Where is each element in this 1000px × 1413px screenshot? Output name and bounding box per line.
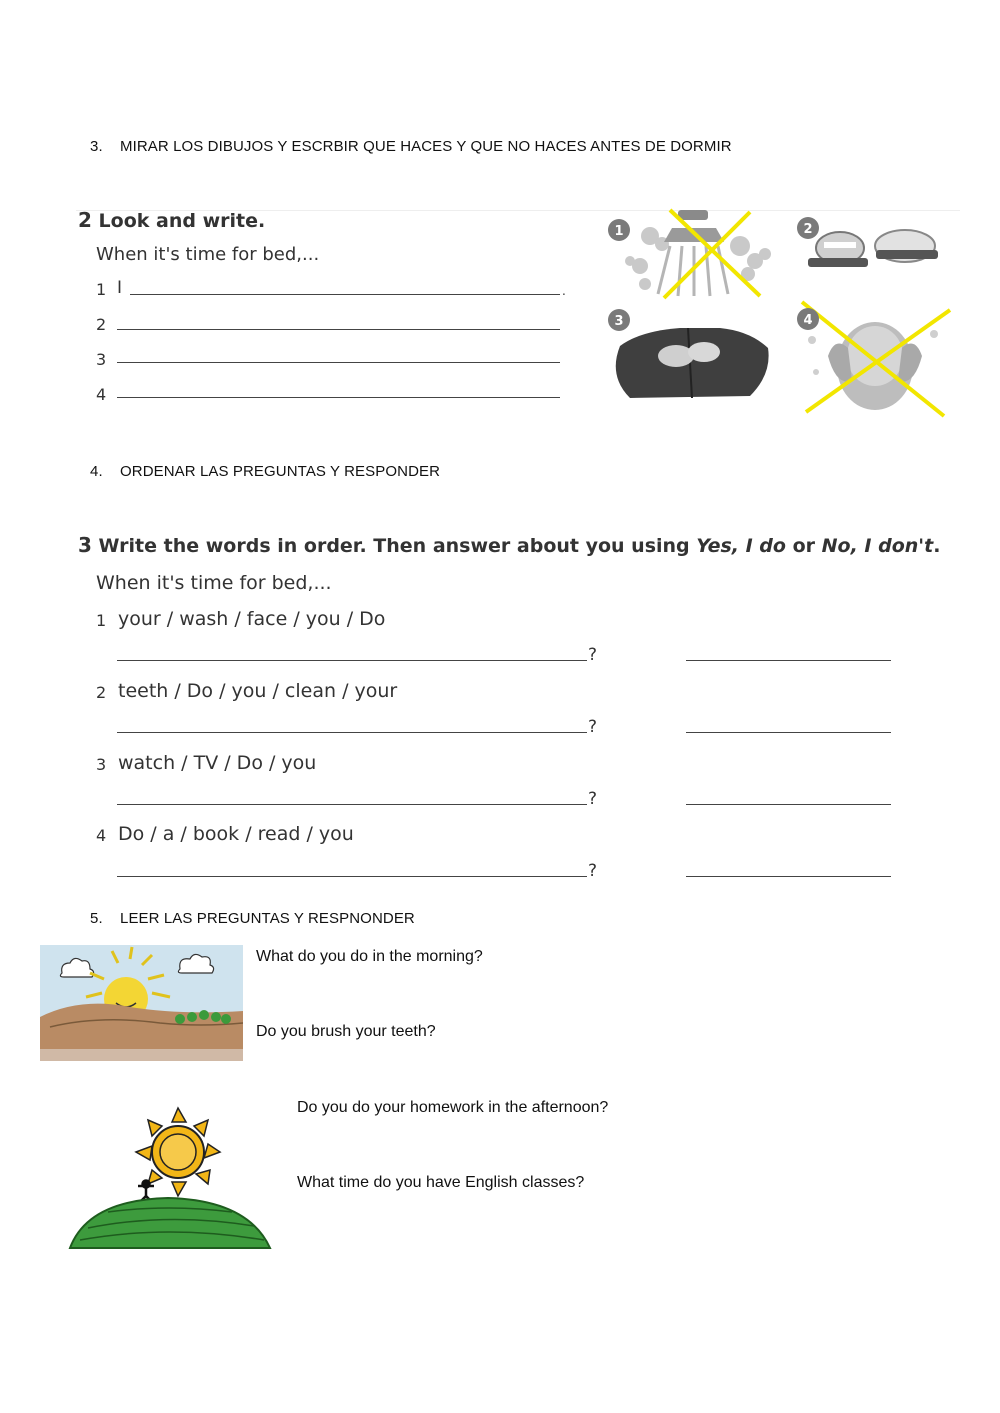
instruction-text: MIRAR LOS DIBUJOS Y ESCRBIR QUE HACES Y QUE NO HACES ANTES DE DORMIR [120,138,732,155]
hill-icon [70,1198,270,1248]
exercise-title-text: Write the words in order. Then answer about you using [98,535,697,557]
row-number: 3 [96,350,107,369]
full-stop: . [562,284,566,298]
scrambled-words: your / wash / face / you / Do [118,608,386,630]
question-mark: ? [588,645,598,665]
scrambled-words: watch / TV / Do / you [118,752,317,774]
question-line-4[interactable] [117,876,587,877]
section-5-instruction [90,910,415,927]
exercise-2-prompt: When it's time for bed,... [96,244,320,265]
row-number: 4 [96,385,107,404]
exercise-title-text: or [785,535,822,557]
scrambled-words: Do / a / book / read / you [118,823,354,845]
question-line-1[interactable] [117,660,587,661]
item-number: 1 [96,611,107,630]
question-mark: ? [588,861,598,881]
question-3: Do you do your homework in the afternoon? [297,1099,609,1116]
answer-line-2[interactable] [117,329,560,330]
instruction-text: ORDENAR LAS PREGUNTAS Y RESPONDER [120,463,441,480]
exercise-3-title [78,533,940,557]
item-number: 4 [96,826,107,845]
row-number: 1 [96,280,107,299]
exercise-number: 2 [78,208,92,232]
answer-start-text: I [117,278,123,298]
morning-drawing [40,945,243,1061]
section-4-instruction [90,463,440,480]
pyjamas-icon [616,328,769,398]
instruction-text: LEER LAS PREGUNTAS Y RESPNONDER [120,910,415,927]
question-line-3[interactable] [117,804,587,805]
question-line-2[interactable] [117,732,587,733]
question-2: Do you brush your teeth? [256,1023,436,1040]
scrambled-words: teeth / Do / you / clean / your [118,680,398,702]
item-number: 2 [96,683,107,702]
row-number: 2 [96,315,107,334]
section-number: 4. [90,463,103,480]
exercise-2-title [78,208,265,232]
answer-line-3[interactable] [117,362,560,363]
exercise-title-text: Look and write. [98,210,266,232]
answer-line-1[interactable] [130,294,560,295]
picture-number: 1 [614,224,624,239]
question-4: What time do you have English classes? [297,1174,585,1191]
item-number: 3 [96,755,107,774]
exercise-title-italic: No, I don't [821,535,934,557]
answer-line-2[interactable] [686,732,891,733]
exercise-number: 3 [78,533,92,557]
bedtime-pictures [600,206,960,420]
afternoon-drawing [68,1100,280,1252]
exercise-title-italic: Yes, I do [696,535,786,557]
picture-number: 4 [803,313,813,328]
answer-line-3[interactable] [686,804,891,805]
section-number: 3. [90,138,103,155]
picture-number: 2 [803,222,813,237]
answer-line-1[interactable] [686,660,891,661]
question-1: What do you do in the morning? [256,948,483,965]
section-number: 5. [90,910,103,927]
exercise-3-prompt: When it's time for bed,... [96,572,332,594]
answer-line-4[interactable] [117,397,560,398]
picture-number: 3 [614,314,624,329]
question-mark: ? [588,789,598,809]
question-mark: ? [588,717,598,737]
section-3-instruction [90,138,732,155]
answer-line-4[interactable] [686,876,891,877]
exercise-title-text: . [933,535,941,557]
toothbrush-icon [808,230,938,267]
